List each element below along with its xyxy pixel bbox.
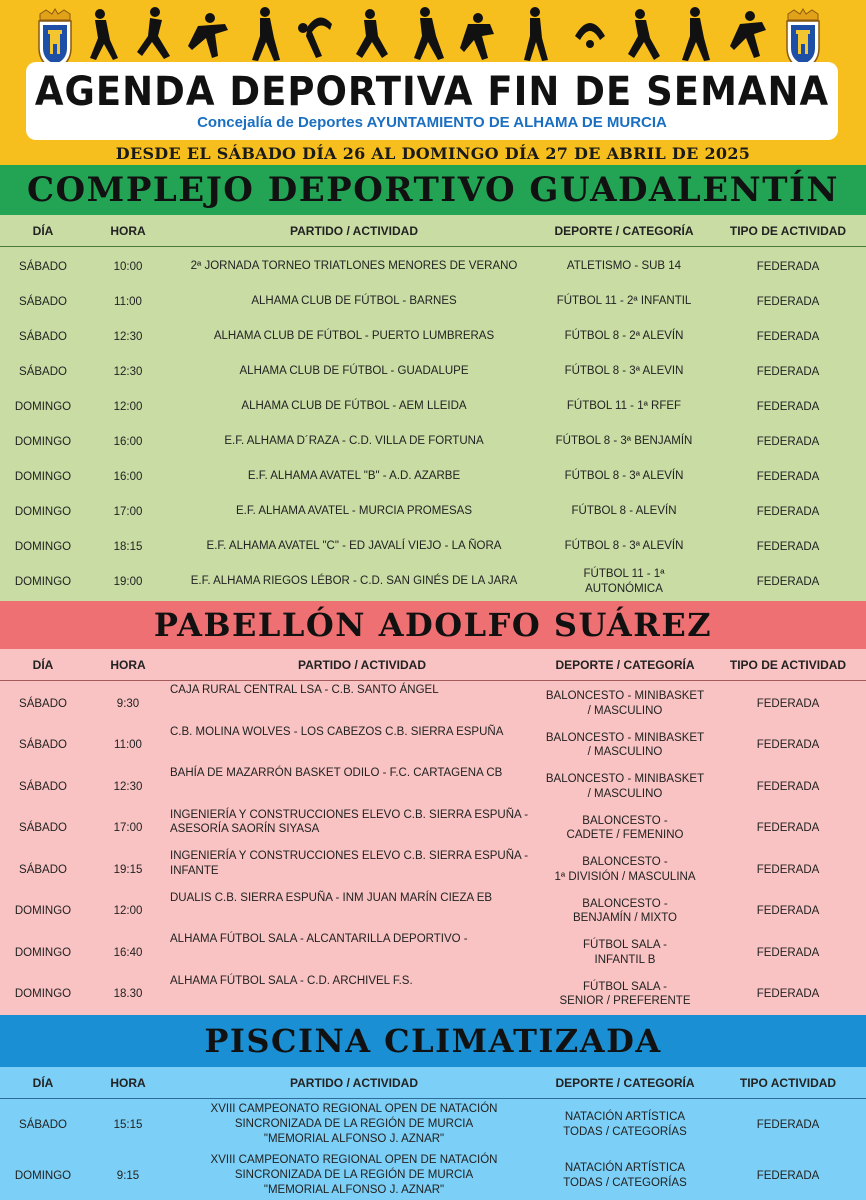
time-cell: 9:15 xyxy=(116,1169,140,1182)
sport-cell xyxy=(538,494,710,529)
table-row xyxy=(0,766,866,808)
time-cell: 19:00 xyxy=(113,575,143,588)
sport-cell xyxy=(540,1150,710,1200)
activity-line: ASESORÍA SAORÍN SIYASA xyxy=(170,823,320,836)
activity-line: XVIII CAMPEONATO REGIONAL OPEN DE NATACIÓN xyxy=(210,1154,498,1167)
time-cell: 10:00 xyxy=(113,260,143,273)
day-cell: SÁBADO xyxy=(19,260,67,273)
sport-line: FÚTBOL 11 - 1ª RFEF xyxy=(566,400,682,413)
sport-line: BALONCESTO - xyxy=(582,814,668,827)
day-cell: SÁBADO xyxy=(19,295,67,308)
table-row xyxy=(0,389,866,424)
section-piscina-climatizada xyxy=(0,1015,866,1200)
column-header-sport: DEPORTE / CATEGORÍA xyxy=(554,223,694,238)
column-header-activity: PARTIDO / ACTIVIDAD xyxy=(290,223,418,238)
activity-line: E.F. ALHAMA RIEGOS LÉBOR - C.D. SAN GINÉS DE LA JARA xyxy=(190,575,518,588)
activity-cell xyxy=(170,389,538,424)
type-cell: FEDERADA xyxy=(756,330,820,343)
activity-cell xyxy=(170,564,538,599)
athlete-silhouettes-icon xyxy=(80,6,780,68)
column-header-day: DÍA xyxy=(32,657,54,672)
activity-line: DUALIS C.B. SIERRA ESPUÑA - INM JUAN MARÍN CIEZA EB xyxy=(170,891,493,904)
sport-line: BALONCESTO - xyxy=(582,897,668,910)
sport-cell xyxy=(538,564,710,599)
activity-line: CAJA RURAL CENTRAL LSA - C.B. SANTO ÁNGEL xyxy=(170,684,439,696)
sport-line: NATACIÓN ARTÍSTICA xyxy=(564,1110,686,1123)
sport-line: FÚTBOL 11 - 2ª INFANTIL xyxy=(556,295,692,308)
sport-line: CADETE / FEMENINO xyxy=(566,829,684,842)
column-header-type: TIPO DE ACTIVIDAD xyxy=(729,657,847,672)
type-cell: FEDERADA xyxy=(756,1118,820,1131)
activity-cell xyxy=(170,1150,538,1200)
time-cell: 19:15 xyxy=(113,863,143,876)
activity-cell xyxy=(170,529,538,564)
day-cell: SÁBADO xyxy=(19,330,67,343)
type-cell: FEDERADA xyxy=(756,575,820,588)
type-cell: FEDERADA xyxy=(756,295,820,308)
sport-line: FÚTBOL 11 - 1ª xyxy=(583,567,665,580)
sport-line: BALONCESTO - xyxy=(582,856,668,869)
column-header-type: TIPO DE ACTIVIDAD xyxy=(729,223,847,238)
sport-cell xyxy=(538,249,710,284)
activity-line: XVIII CAMPEONATO REGIONAL OPEN DE NATACIÓN xyxy=(210,1103,498,1116)
sport-line: FÚTBOL 8 - 2ª ALEVÍN xyxy=(564,330,684,343)
header-banner xyxy=(0,0,866,165)
sport-line: ATLETISMO - SUB 14 xyxy=(566,260,682,273)
column-header-sport: DEPORTE / CATEGORÍA xyxy=(555,657,695,672)
sport-line: SENIOR / PREFERENTE xyxy=(559,995,691,1008)
table-row xyxy=(0,725,866,767)
town-crest-icon xyxy=(784,8,822,70)
sport-line: BENJAMÍN / MIXTO xyxy=(573,912,677,925)
day-cell: DOMINGO xyxy=(14,435,72,448)
table-row xyxy=(0,891,866,933)
sport-line: 1ª DIVISIÓN / MASCULINA xyxy=(554,870,696,883)
column-header-row xyxy=(0,1067,866,1099)
column-header-activity: PARTIDO / ACTIVIDAD xyxy=(298,657,426,672)
type-cell: FEDERADA xyxy=(756,260,820,273)
type-cell: FEDERADA xyxy=(756,400,820,413)
activity-cell xyxy=(170,891,554,933)
type-cell: FEDERADA xyxy=(756,822,820,835)
day-cell: SÁBADO xyxy=(19,863,67,876)
sport-cell xyxy=(538,284,710,319)
table-row xyxy=(0,849,866,891)
sport-line: FÚTBOL 8 - 3ª ALEVÍN xyxy=(564,540,684,553)
column-header-type: TIPO ACTIVIDAD xyxy=(739,1075,837,1090)
day-cell: DOMINGO xyxy=(14,946,72,959)
activity-line: ALHAMA FÚTBOL SALA - ALCANTARILLA DEPORTIVO - xyxy=(170,933,468,945)
activity-cell xyxy=(170,974,554,1016)
time-cell: 12:30 xyxy=(113,330,143,343)
activity-line: E.F. ALHAMA D´RAZA - C.D. VILLA DE FORTUNA xyxy=(224,435,484,448)
activity-line: C.B. MOLINA WOLVES - LOS CABEZOS C.B. SIERRA ESPUÑA xyxy=(170,725,504,738)
activity-line: SINCRONIZADA DE LA REGIÓN DE MURCIA xyxy=(234,1118,474,1131)
activity-cell xyxy=(170,683,554,725)
sport-cell xyxy=(538,354,710,389)
sport-line: TODAS / CATEGORÍAS xyxy=(563,1176,687,1189)
sport-line: BALONCESTO - MINIBASKET xyxy=(545,690,705,703)
activity-cell xyxy=(170,424,538,459)
activity-line: "MEMORIAL ALFONSO J. AZNAR" xyxy=(263,1132,445,1145)
type-cell: FEDERADA xyxy=(756,365,820,378)
table-row xyxy=(0,1099,866,1150)
table-row xyxy=(0,529,866,564)
time-cell: 11:00 xyxy=(114,295,142,308)
type-cell: FEDERADA xyxy=(756,739,820,752)
table-row xyxy=(0,284,866,319)
time-cell: 17:00 xyxy=(113,822,143,835)
day-cell: DOMINGO xyxy=(14,905,72,918)
column-header-row xyxy=(0,215,866,247)
sport-cell xyxy=(540,891,710,933)
section-title: PABELLÓN ADOLFO SUÁREZ xyxy=(153,606,713,644)
column-header-row xyxy=(0,649,866,681)
activity-cell xyxy=(170,1099,538,1150)
sport-cell xyxy=(540,808,710,850)
time-cell: 16:00 xyxy=(113,470,143,483)
activity-line: INFANTE xyxy=(170,864,219,877)
type-cell: FEDERADA xyxy=(756,780,820,793)
activity-line: ALHAMA CLUB DE FÚTBOL - AEM LLEIDA xyxy=(241,400,467,413)
activity-line: ALHAMA CLUB DE FÚTBOL - BARNES xyxy=(251,295,457,308)
time-cell: 9:30 xyxy=(116,697,140,710)
table-row xyxy=(0,974,866,1016)
column-header-time: HORA xyxy=(110,1075,146,1090)
table-row xyxy=(0,319,866,354)
time-cell: 12:00 xyxy=(113,400,143,413)
sport-cell xyxy=(540,725,710,767)
activity-cell xyxy=(170,766,554,808)
day-cell: SÁBADO xyxy=(19,822,67,835)
time-cell: 11:00 xyxy=(114,739,142,752)
activity-line: 2ª JORNADA TORNEO TRIATLONES MENORES DE VERANO xyxy=(190,260,518,273)
date-range: DESDE EL SÁBADO DÍA 26 AL DOMINGO DÍA 27 DE ABRIL DE 2025 xyxy=(115,144,751,163)
time-cell: 18.30 xyxy=(113,988,143,1001)
time-cell: 16:40 xyxy=(113,946,143,959)
activity-line: ALHAMA CLUB DE FÚTBOL - PUERTO LUMBRERAS xyxy=(213,330,495,343)
day-cell: DOMINGO xyxy=(14,1169,72,1182)
table-row xyxy=(0,494,866,529)
sport-cell xyxy=(538,424,710,459)
activity-line: "MEMORIAL ALFONSO J. AZNAR" xyxy=(263,1183,445,1196)
table-row xyxy=(0,1150,866,1200)
sport-cell xyxy=(540,974,710,1016)
subtitle-org: AYUNTAMIENTO DE ALHAMA DE MURCIA xyxy=(366,114,667,131)
sport-cell xyxy=(538,529,710,564)
activity-cell xyxy=(170,249,538,284)
activity-line: SINCRONIZADA DE LA REGIÓN DE MURCIA xyxy=(234,1169,474,1182)
day-cell: SÁBADO xyxy=(19,780,67,793)
sport-cell xyxy=(540,849,710,891)
sport-line: FÚTBOL SALA - xyxy=(583,980,667,993)
type-cell: FEDERADA xyxy=(756,540,820,553)
activity-line: E.F. ALHAMA AVATEL "B" - A.D. AZARBE xyxy=(247,470,461,483)
time-cell: 12:30 xyxy=(113,780,143,793)
sport-line: TODAS / CATEGORÍAS xyxy=(563,1125,687,1138)
sport-line: NATACIÓN ARTÍSTICA xyxy=(564,1161,686,1174)
activity-cell xyxy=(170,319,538,354)
day-cell: SÁBADO xyxy=(19,697,67,710)
sport-cell xyxy=(540,766,710,808)
table-row xyxy=(0,564,866,599)
activity-cell xyxy=(170,808,554,850)
activity-cell xyxy=(170,932,554,974)
section-title: COMPLEJO DEPORTIVO GUADALENTÍN xyxy=(27,170,839,210)
column-header-day: DÍA xyxy=(32,1075,54,1090)
activity-cell xyxy=(170,849,554,891)
sport-line: FÚTBOL 8 - 3ª ALEVÍN xyxy=(564,470,684,483)
type-cell: FEDERADA xyxy=(756,946,820,959)
sport-line: AUTONÓMICA xyxy=(585,582,663,595)
day-cell: DOMINGO xyxy=(14,505,72,518)
section-complejo-guadalentin xyxy=(0,165,866,601)
type-cell: FEDERADA xyxy=(756,435,820,448)
day-cell: DOMINGO xyxy=(14,540,72,553)
type-cell: FEDERADA xyxy=(756,863,820,876)
type-cell: FEDERADA xyxy=(756,1169,820,1182)
column-header-activity: PARTIDO / ACTIVIDAD xyxy=(290,1075,418,1090)
page-title: AGENDA DEPORTIVA FIN DE SEMANA xyxy=(34,68,830,115)
time-cell: 17:00 xyxy=(113,505,143,518)
type-cell: FEDERADA xyxy=(756,470,820,483)
activity-cell xyxy=(170,459,538,494)
sport-cell xyxy=(538,389,710,424)
sport-line: FÚTBOL 8 - 3ª ALEVIN xyxy=(564,365,684,378)
subtitle-lead: Concejalía de Deportes xyxy=(197,114,363,131)
day-cell: DOMINGO xyxy=(14,988,72,1001)
activity-cell xyxy=(170,725,554,767)
sport-line: FÚTBOL 8 - ALEVÍN xyxy=(571,505,677,518)
table-row xyxy=(0,354,866,389)
subtitle xyxy=(26,114,838,131)
sport-line: FÚTBOL 8 - 3ª BENJAMÍN xyxy=(555,435,693,448)
sport-line: / MASCULINO xyxy=(587,746,663,759)
table-row xyxy=(0,932,866,974)
activity-line: E.F. ALHAMA AVATEL - MURCIA PROMESAS xyxy=(235,505,473,518)
activity-line: ALHAMA FÚTBOL SALA - C.D. ARCHIVEL F.S. xyxy=(170,974,413,987)
column-header-time: HORA xyxy=(110,223,146,238)
table-row xyxy=(0,808,866,850)
type-cell: FEDERADA xyxy=(756,988,820,1001)
time-cell: 12:00 xyxy=(113,905,143,918)
type-cell: FEDERADA xyxy=(756,697,820,710)
column-header-time: HORA xyxy=(110,657,146,672)
day-cell: SÁBADO xyxy=(19,365,67,378)
sport-line: INFANTIL B xyxy=(594,953,656,966)
day-cell: DOMINGO xyxy=(14,400,72,413)
sport-line: BALONCESTO - MINIBASKET xyxy=(545,731,705,744)
sport-line: BALONCESTO - MINIBASKET xyxy=(545,773,705,786)
activity-cell xyxy=(170,494,538,529)
activity-line: ALHAMA CLUB DE FÚTBOL - GUADALUPE xyxy=(239,365,469,378)
sport-line: / MASCULINO xyxy=(587,704,663,717)
day-cell: SÁBADO xyxy=(19,739,67,752)
town-crest-icon xyxy=(36,8,74,70)
sport-cell xyxy=(538,319,710,354)
day-cell: DOMINGO xyxy=(14,470,72,483)
activity-line: INGENIERÍA Y CONSTRUCCIONES ELEVO C.B. SIERRA ESPUÑA - xyxy=(170,808,529,821)
table-row xyxy=(0,459,866,494)
column-header-day: DÍA xyxy=(32,223,54,238)
sport-line: / MASCULINO xyxy=(587,787,663,800)
sport-cell xyxy=(538,459,710,494)
time-cell: 12:30 xyxy=(113,365,143,378)
title-card xyxy=(26,62,838,140)
activity-cell xyxy=(170,284,538,319)
activity-line: E.F. ALHAMA AVATEL "C" - ED JAVALÍ VIEJO - LA ÑORA xyxy=(206,540,502,553)
table-row xyxy=(0,424,866,459)
day-cell: SÁBADO xyxy=(19,1118,67,1131)
day-cell: DOMINGO xyxy=(14,575,72,588)
table-row xyxy=(0,683,866,725)
sport-cell xyxy=(540,683,710,725)
sport-cell xyxy=(540,1099,710,1150)
time-cell: 15:15 xyxy=(113,1118,143,1131)
column-header-sport: DEPORTE / CATEGORÍA xyxy=(555,1075,695,1090)
sport-cell xyxy=(540,932,710,974)
activity-line: BAHÍA DE MAZARRÓN BASKET ODILO - F.C. CARTAGENA CB xyxy=(170,767,503,779)
type-cell: FEDERADA xyxy=(756,505,820,518)
section-pabellon-adolfo-suarez xyxy=(0,601,866,1015)
section-title: PISCINA CLIMATIZADA xyxy=(204,1022,662,1060)
table-row xyxy=(0,249,866,284)
type-cell: FEDERADA xyxy=(756,905,820,918)
activity-cell xyxy=(170,354,538,389)
time-cell: 16:00 xyxy=(113,435,143,448)
time-cell: 18:15 xyxy=(113,540,143,553)
activity-line: INGENIERÍA Y CONSTRUCCIONES ELEVO C.B. SIERRA ESPUÑA - xyxy=(170,850,529,862)
sport-line: FÚTBOL SALA - xyxy=(583,939,667,952)
